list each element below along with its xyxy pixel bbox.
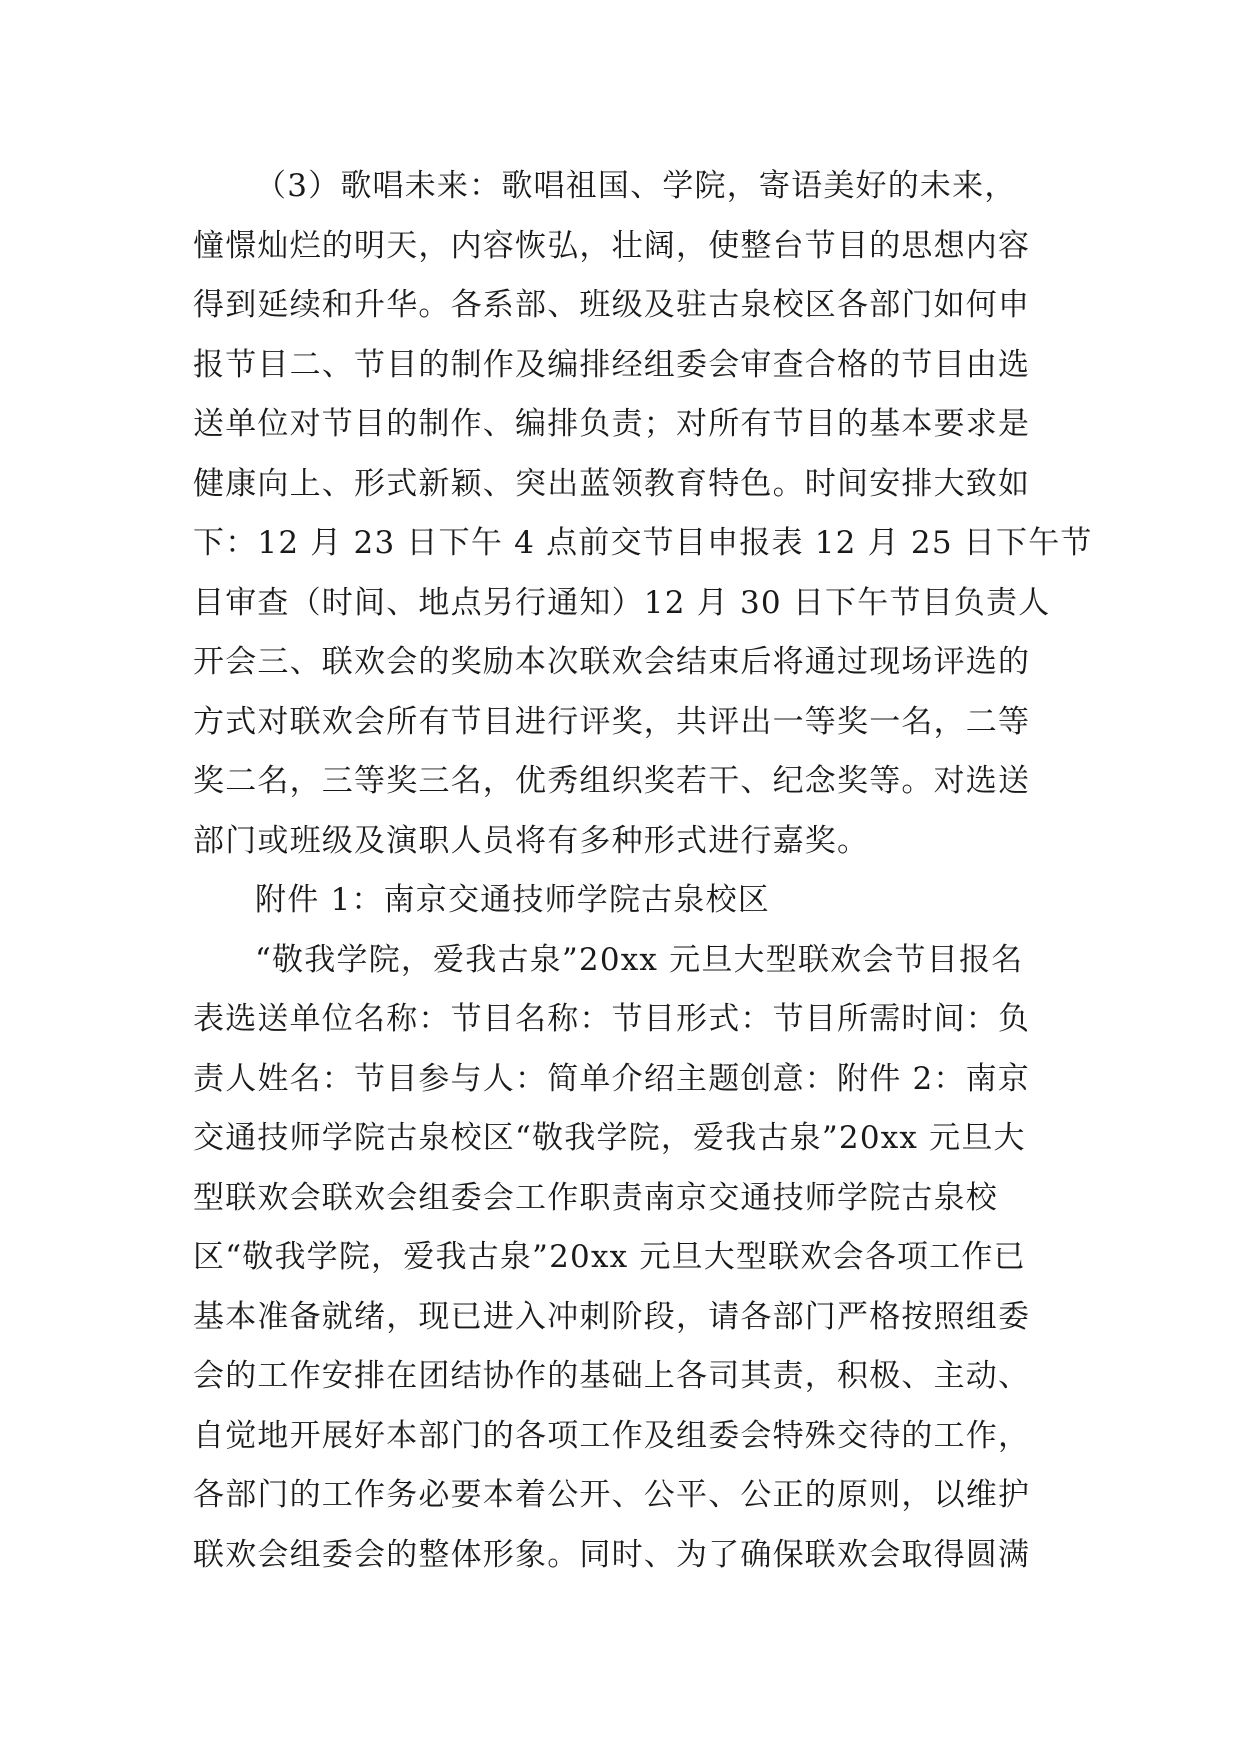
- paragraph-line: 下：12 月 23 日下午 4 点前交节目申报表 12 月 25 日下午节: [193, 525, 1093, 561]
- paragraph-line: （3）歌唱未来：歌唱祖国、学院，寄语美好的未来，: [255, 168, 1017, 204]
- paragraph-line: 报节目二、节目的制作及编排经组委会审查合格的节目由选: [193, 346, 1031, 383]
- paragraph-line: 奖二名，三等奖三名，优秀组织奖若干、纪念奖等。对选送: [193, 763, 1031, 799]
- paragraph-line: 区“敬我学院，爱我古泉”20xx 元旦大型联欢会各项工作已: [193, 1239, 1026, 1275]
- paragraph-line: 憧憬灿烂的明天，内容恢弘，壮阔，使整台节目的思想内容: [193, 227, 1031, 264]
- paragraph-line: “敬我学院，爱我古泉”20xx 元旦大型联欢会节目报名: [255, 941, 1024, 978]
- paragraph-line: 方式对联欢会所有节目进行评奖，共评出一等奖一名，二等: [193, 703, 1031, 740]
- paragraph-line: 交通技师学院古泉校区“敬我学院，爱我古泉”20xx 元旦大: [193, 1120, 1026, 1156]
- paragraph-line: 型联欢会联欢会组委会工作职责南京交通技师学院古泉校: [193, 1179, 998, 1216]
- paragraph-line: 目审查（时间、地点另行通知）12 月 30 日下午节目负责人: [193, 584, 1051, 621]
- document-body: [193, 157, 1093, 1585]
- attachment-heading: 附件 1：南京交通技师学院古泉校区: [255, 882, 770, 918]
- paragraph-line: 会的工作安排在团结协作的基础上各司其责，积极、主动、: [193, 1358, 1031, 1394]
- paragraph-line: 部门或班级及演职人员将有多种形式进行嘉奖。: [193, 822, 870, 859]
- paragraph-line: 表选送单位名称：节目名称：节目形式：节目所需时间：负: [193, 1001, 1031, 1037]
- paragraph-line: 开会三、联欢会的奖励本次联欢会结束后将通过现场评选的: [193, 644, 1031, 680]
- paragraph-line: 健康向上、形式新颖、突出蓝领教育特色。时间安排大致如: [193, 465, 1031, 502]
- paragraph-line: 责人姓名：节目参与人：简单介绍主题创意：附件 2：南京: [193, 1060, 1030, 1097]
- paragraph-line: 得到延续和升华。各系部、班级及驻古泉校区各部门如何申: [193, 287, 1031, 323]
- paragraph-line: 送单位对节目的制作、编排负责；对所有节目的基本要求是: [193, 406, 1031, 442]
- paragraph-line: 自觉地开展好本部门的各项工作及组委会特殊交待的工作，: [193, 1417, 1031, 1454]
- paragraph-line: 各部门的工作务必要本着公开、公平、公正的原则，以维护: [193, 1477, 1031, 1513]
- paragraph-line: 联欢会组委会的整体形象。同时、为了确保联欢会取得圆满: [193, 1536, 1031, 1573]
- paragraph-line: 基本准备就绪，现已进入冲刺阶段，请各部门严格按照组委: [193, 1298, 1031, 1335]
